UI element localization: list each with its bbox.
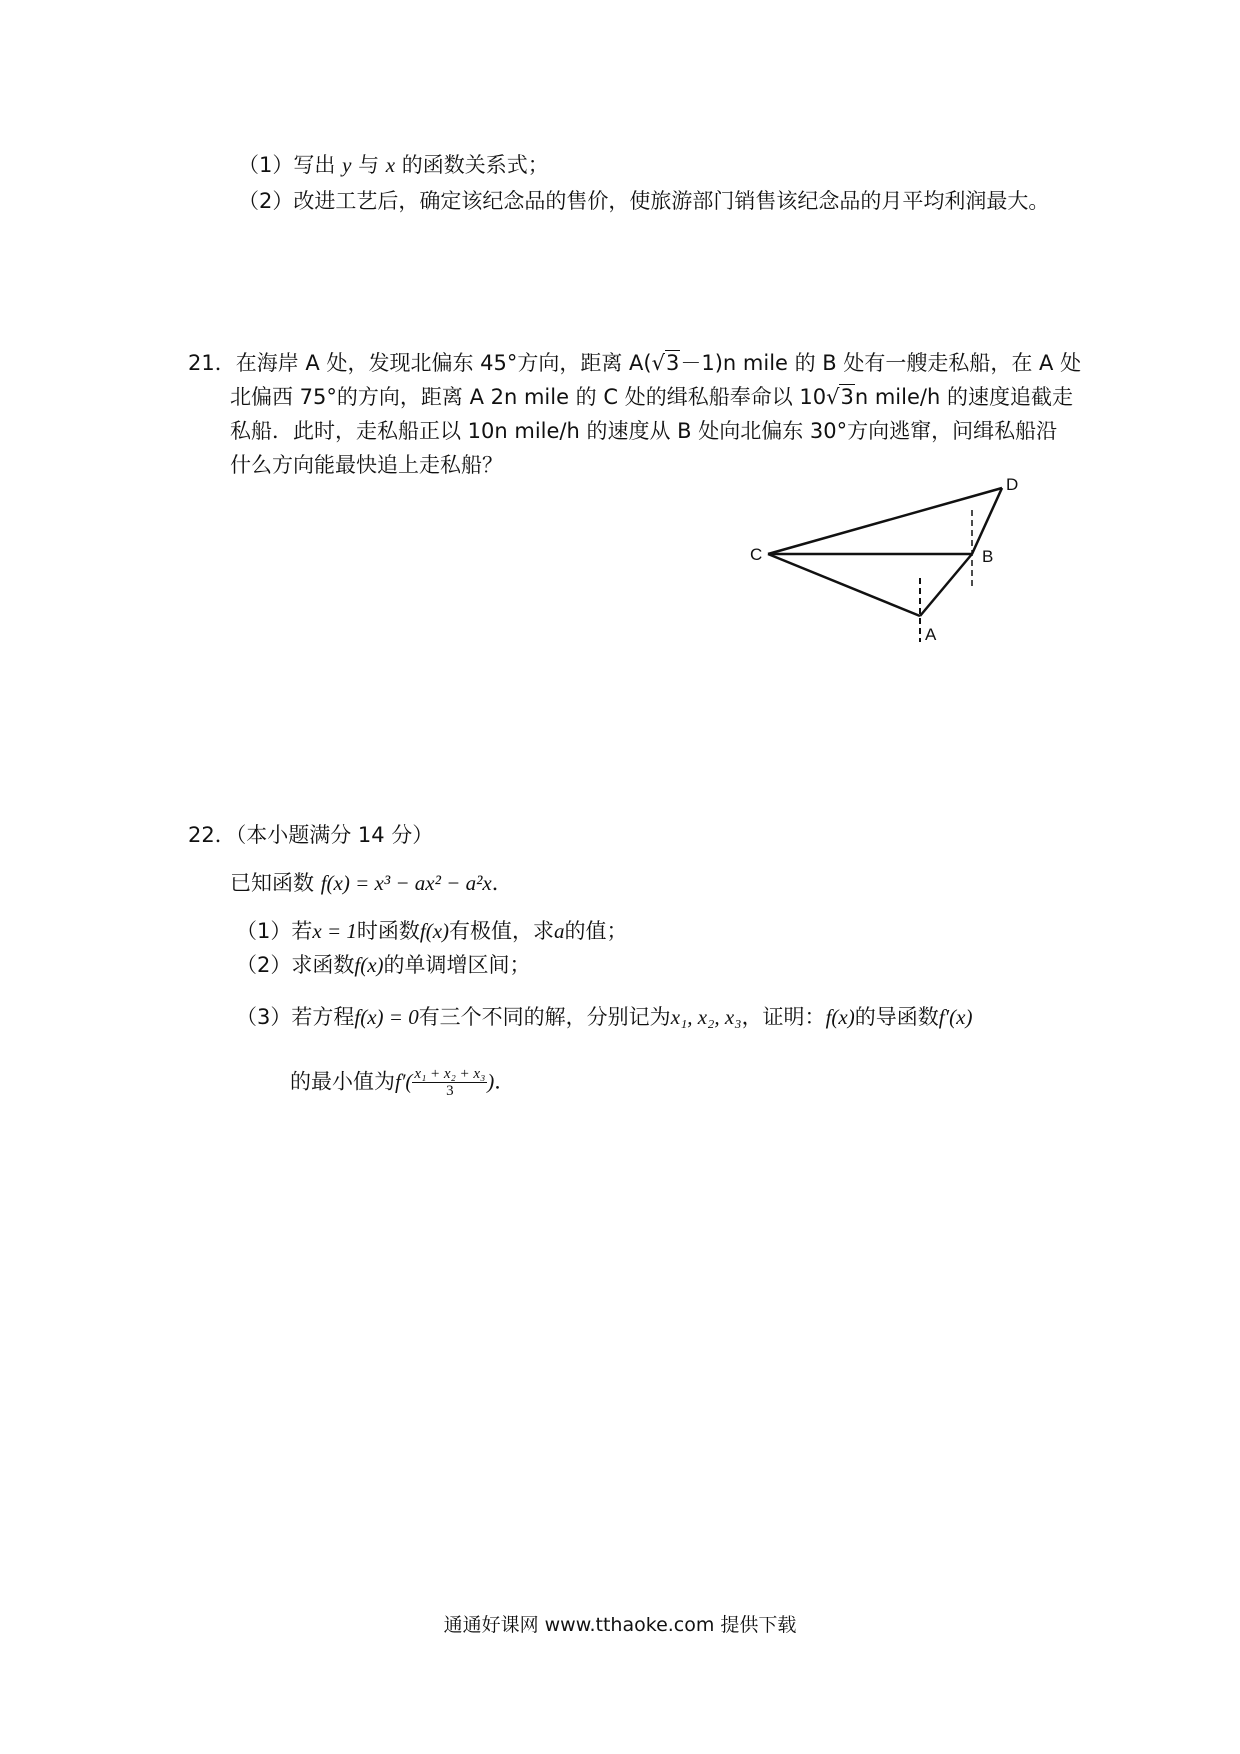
segment-CA bbox=[768, 554, 920, 616]
segment-BD bbox=[972, 488, 1002, 554]
sqrt-symbol: √3 bbox=[651, 351, 680, 375]
chase-diagram bbox=[740, 470, 1060, 660]
question-22-part-3-cont: 的最小值为f′( $\frac{\text{x₁ + x₂ + x₃}}{3}$ )． bbox=[290, 1066, 516, 1099]
question-21-line-1: 21．在海岸 A 处，发现北偏东 45°方向，距离 A(√3－1)n mile 的 B 处有一艘走私船，在 A 处 bbox=[188, 348, 1081, 378]
var-y: y bbox=[342, 153, 352, 177]
question-22-part-2: （2）求函数f(x)的单调增区间； bbox=[236, 953, 531, 977]
question-21-line-3: 私船．此时，走私船正以 10n mile/h 的速度从 B 处向北偏东 30°方向逃窜，问缉私船沿 bbox=[230, 419, 1058, 443]
question-21-line-2: 北偏西 75°的方向，距离 A 2n mile 的 C 处的缉私船奉命以 10√3n mile/h 的速度追截走 bbox=[230, 382, 1073, 412]
question-22-part-3: （3）若方程f(x) = 0有三个不同的解，分别记为x₁, x₂, x₃，证明：f(x)的导函数f′(x) bbox=[236, 1005, 973, 1029]
segment-AB bbox=[920, 554, 972, 616]
question-22-header: 22．（本小题满分 14 分） bbox=[188, 823, 434, 847]
question-21-line-4: 什么方向能最快追上走私船？ bbox=[230, 453, 503, 477]
label-A: A bbox=[925, 625, 937, 644]
given-formula: f(x) = x³ − ax² − a²x bbox=[320, 871, 492, 895]
segment-CD bbox=[768, 488, 1002, 554]
var-x: x bbox=[385, 153, 396, 177]
sqrt-symbol: √3 bbox=[826, 385, 854, 409]
label-B: B bbox=[982, 547, 994, 566]
mean-fraction: $\frac{\text{x₁ + x₂ + x₃}}{3}$ bbox=[414, 1066, 486, 1099]
label-D: D bbox=[1006, 475, 1019, 494]
question-20-part-1: （1）写出 y 与 x 的函数关系式； bbox=[238, 153, 549, 177]
question-20-part-2: （2）改进工艺后，确定该纪念品的售价，使旅游部门销售该纪念品的月平均利润最大。 bbox=[238, 189, 1050, 213]
label-C: C bbox=[750, 545, 763, 564]
page-footer: 通通好课网 www.tthaoke.com 提供下载 bbox=[443, 1614, 797, 1636]
question-21-number: 21． bbox=[188, 351, 236, 375]
question-22-number: 22． bbox=[188, 823, 236, 847]
question-22-given: 已知函数 f(x) = x³ − ax² − a²x． bbox=[230, 871, 513, 895]
question-22-part-1: （1）若x = 1时函数f(x)有极值，求a的值； bbox=[236, 919, 628, 943]
